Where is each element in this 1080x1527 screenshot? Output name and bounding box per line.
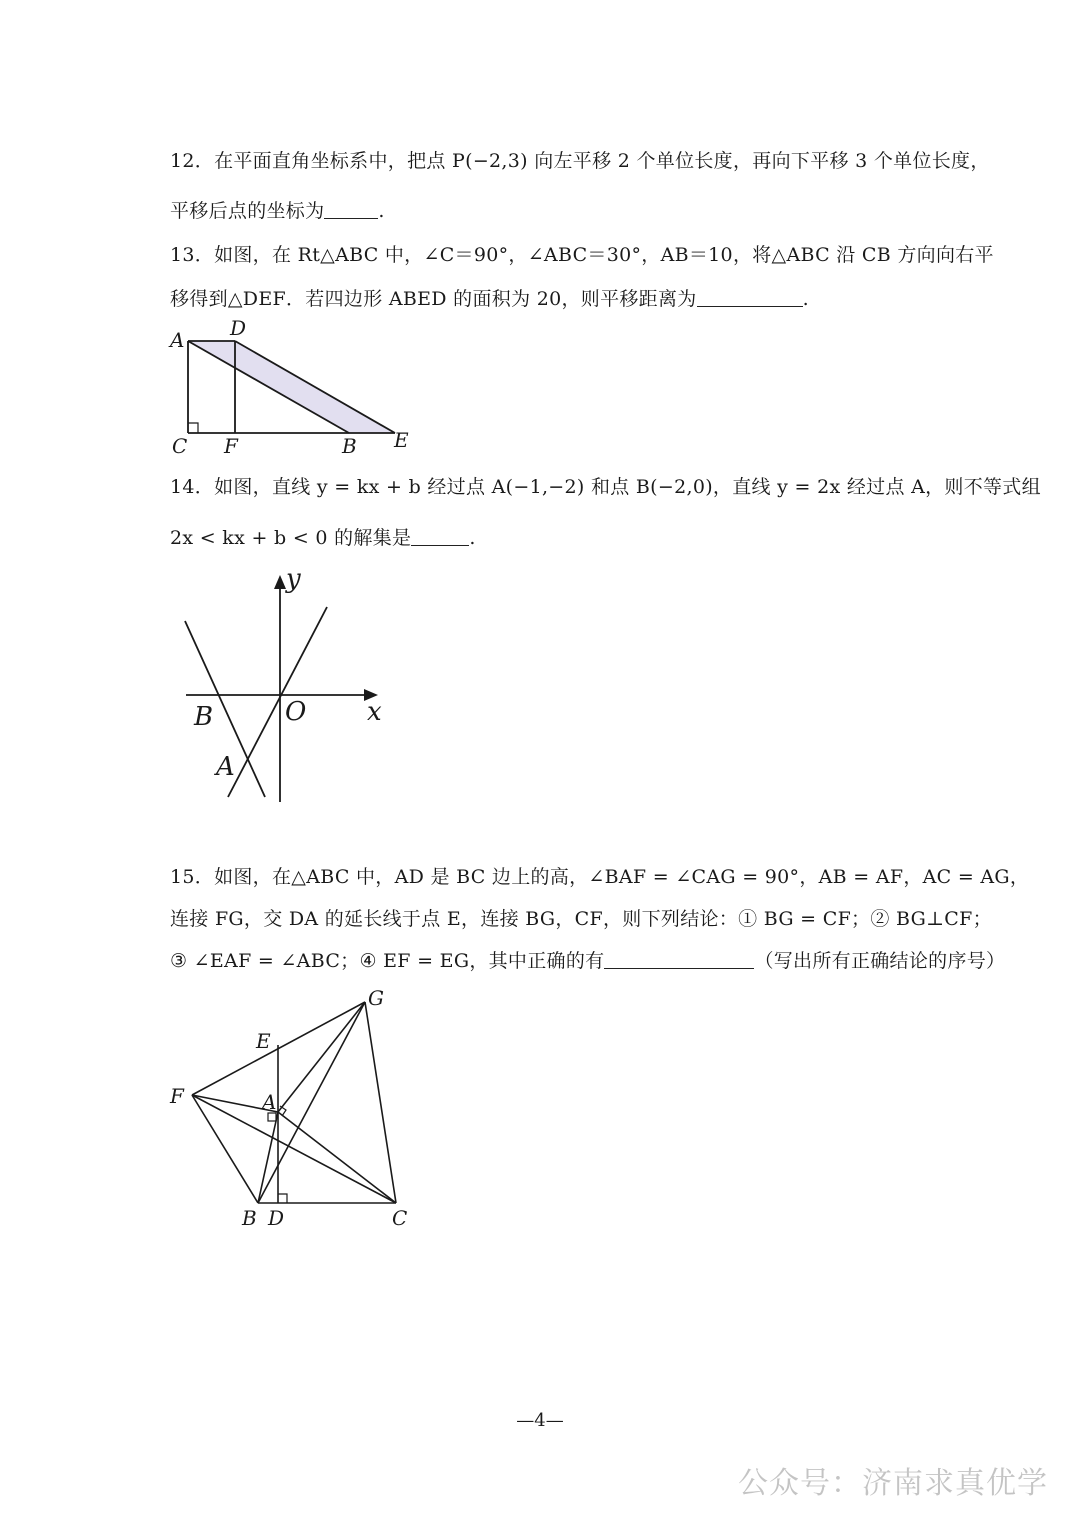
label-C: C xyxy=(392,1206,408,1230)
shaded-region xyxy=(188,341,395,433)
label-A: A xyxy=(262,1090,277,1114)
q13-answer-blank xyxy=(697,290,803,307)
label-D: D xyxy=(230,316,247,340)
right-angle-mark-A xyxy=(268,1113,276,1121)
right-angle-mark-D xyxy=(278,1194,287,1203)
label-E: E xyxy=(256,1029,271,1053)
label-A: A xyxy=(170,328,185,352)
label-B: B xyxy=(342,434,357,458)
q15-line3-end: （写出所有正确结论的序号） xyxy=(754,950,1006,972)
q15-line2: 连接 FG，交 DA 的延长线于点 E，连接 BG，CF，则下列结论：① BG = CF；② BG⊥CF； xyxy=(170,908,992,930)
segment-AB xyxy=(188,341,349,433)
label-A: A xyxy=(216,752,235,782)
q14-line2 xyxy=(170,524,476,552)
label-B: B xyxy=(242,1206,257,1230)
q15-line3 xyxy=(170,947,1005,975)
label-F: F xyxy=(224,434,238,458)
label-y: y xyxy=(286,564,301,594)
segment-DE xyxy=(235,341,395,433)
segment-FC xyxy=(192,1095,396,1203)
q13-line2 xyxy=(170,285,809,313)
y-axis-arrow xyxy=(274,575,286,589)
q15-answer-blank xyxy=(604,952,754,969)
q12-line2 xyxy=(170,197,385,225)
q14-line1: 14．如图，直线 y = kx + b 经过点 A(−1,−2) 和点 B(−2,0)，直线 y = 2x 经过点 A，则不等式组 xyxy=(170,476,1041,498)
right-angle-mark xyxy=(188,423,198,433)
label-E: E xyxy=(394,428,409,452)
page-number: —4— xyxy=(516,1410,564,1431)
segment-GC xyxy=(365,1002,396,1203)
segment-AG xyxy=(278,1002,365,1112)
segment-AC xyxy=(278,1112,396,1203)
segment-FB xyxy=(192,1095,258,1203)
q14-line2-text: 2x < kx + b < 0 的解集是 xyxy=(170,527,412,549)
label-D: D xyxy=(268,1206,285,1230)
line-y-2x xyxy=(228,607,327,797)
figure-15 xyxy=(160,985,430,1235)
label-B: B xyxy=(194,702,214,732)
q15-line1: 15．如图，在△ABC 中，AD 是 BC 边上的高，∠BAF = ∠CAG = 90°，AB = AF，AC = AG， xyxy=(170,866,1030,888)
q13-line1: 13．如图，在 Rt△ABC 中，∠C＝90°，∠ABC＝30°，AB＝10，将△ABC 沿 CB 方向向右平 xyxy=(170,244,994,266)
segment-AB xyxy=(258,1112,278,1203)
q12-line2-end: . xyxy=(378,200,385,222)
q14-answer-blank xyxy=(411,529,469,546)
q12-answer-blank xyxy=(324,202,378,219)
watermark: 公众号：济南求真优学 xyxy=(738,1466,1048,1501)
q12-line1: 12．在平面直角坐标系中，把点 P(−2,3) 向左平移 2 个单位长度，再向下平移 3 个单位长度， xyxy=(170,150,990,172)
figure-14 xyxy=(170,565,410,815)
q15-line3-text: ③ ∠EAF = ∠ABC；④ EF = EG，其中正确的有 xyxy=(170,950,605,972)
q13-line2-text: 移得到△DEF．若四边形 ABED 的面积为 20，则平移距离为 xyxy=(170,288,697,310)
label-G: G xyxy=(368,986,384,1010)
label-C: C xyxy=(172,434,188,458)
label-F: F xyxy=(170,1084,184,1108)
label-O: O xyxy=(285,697,307,727)
q13-line2-end: . xyxy=(802,288,809,310)
q12-line2-text: 平移后点的坐标为 xyxy=(170,200,325,222)
q14-line2-end: . xyxy=(469,527,476,549)
label-x: x xyxy=(367,697,382,727)
figure-13 xyxy=(160,315,420,458)
